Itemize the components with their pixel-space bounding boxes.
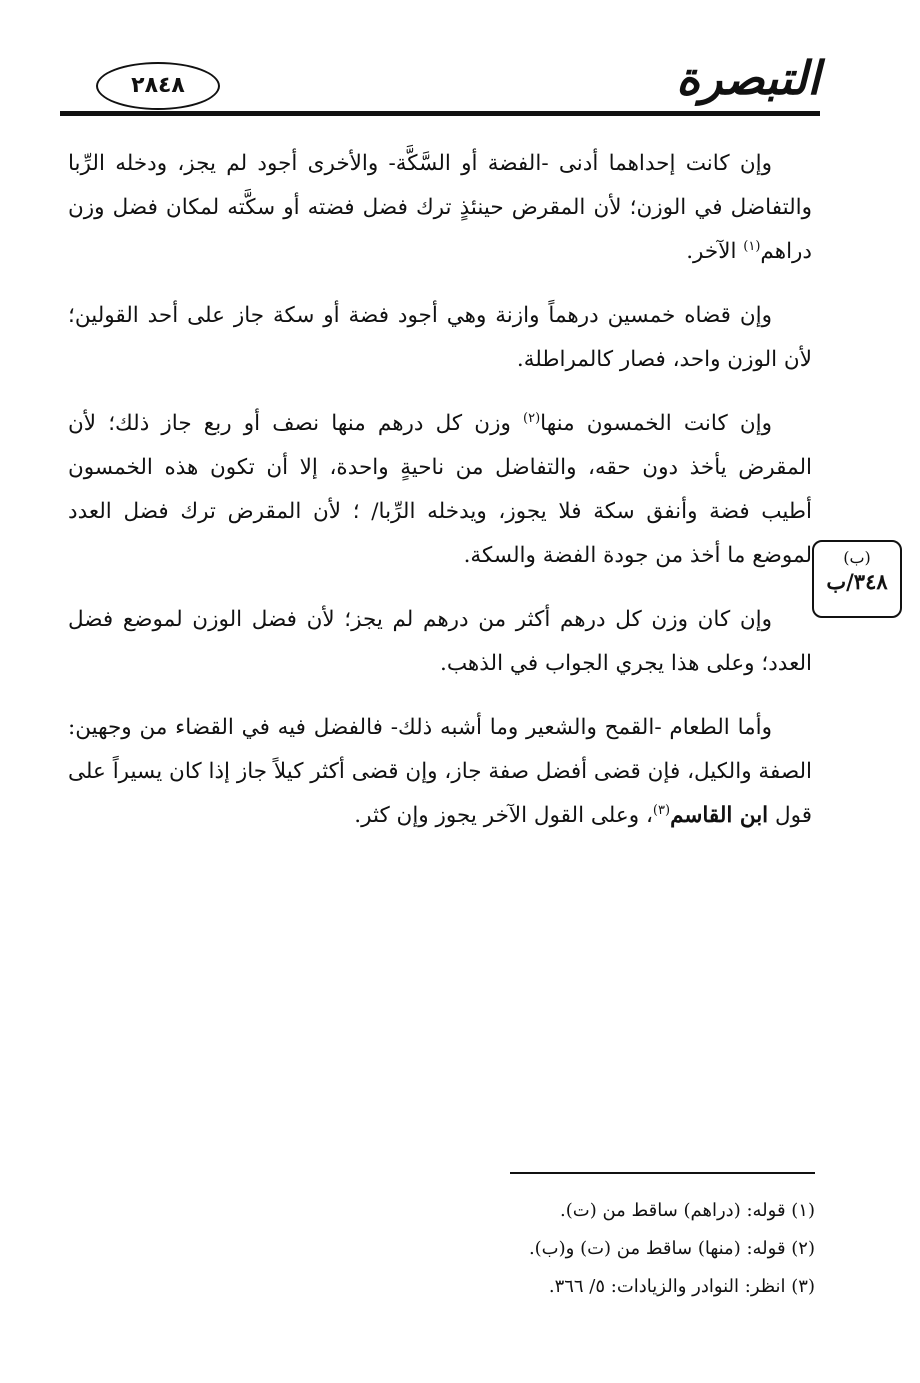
book-title: التبصرة xyxy=(676,51,820,105)
footnote-ref-2: (٢) xyxy=(523,410,541,426)
paragraph-4: وإن كان وزن كل درهم أكثر من درهم لم يجز؛ لأن فضل الوزن لموضع فضل العدد؛ وعلى هذا يجري الجواب في الذهب. xyxy=(68,607,812,676)
paragraph-5-text: وأما الطعام -القمح والشعير وما أشبه ذلك- فالفضل فيه في القضاء من وجهين: الصفة والكيل، فإن قضى أفضل صفة جاز، وإن قضى أكثر كيلاً جاز إذا كان يسيراً على قول xyxy=(68,715,812,828)
margin-note-folio: ٣٤٨/ب xyxy=(826,569,888,594)
footnote-ref-3: (٣) xyxy=(652,802,671,818)
header-rule xyxy=(60,111,820,116)
paragraph-1-text: وإن كانت إحداهما أدنى -الفضة أو السَّكَّة- والأخرى أجود لم يجز، ودخله الرِّبا والتفاضل في الوزن؛ لأن المقرض حينئذٍ ترك فضل فضته أو سكَّته لمكان فضل وزن دراهم xyxy=(68,151,812,264)
page-header xyxy=(60,40,820,116)
footnote-2: (٢) قوله: (منها) ساقط من (ت) و(ب). xyxy=(528,1238,815,1259)
paragraph-3-text: وإن كانت الخمسون منها xyxy=(540,411,772,436)
margin-note-manuscript: (ب) xyxy=(843,548,871,567)
paragraph-2: وإن قضاه خمسين درهماً وازنة وهي أجود فضة أو سكة جاز على أحد القولين؛ لأن الوزن واحد، فصار كالمراطلة. xyxy=(68,303,812,372)
paragraph-1-tail: الآخر. xyxy=(686,239,744,264)
paragraph-3-tail: وزن كل درهم منها نصف أو ربع جاز ذلك؛ لأن المقرض يأخذ دون حقه، والتفاضل من ناحيةٍ واحدة، إلا أن تكون هذه الخمسون أطيب فضة وأنفق سكة فلا يجوز، ويدخله الرِّبا/ ؛ لأن المقرض ترك فضل العدد لموضع ما أخذ من جودة الفضة والسكة. xyxy=(68,411,812,568)
footnotes xyxy=(200,1192,815,1306)
paragraph-5-tail: ، وعلى القول الآخر يجوز وإن كثر. xyxy=(354,803,653,828)
footnote-separator xyxy=(510,1172,815,1174)
footnote-ref-1: (١) xyxy=(743,238,761,254)
page-number: ٢٨٤٨ xyxy=(96,62,220,110)
footnote-3: (٣) انظر: النوادر والزيادات: ٥/ ٣٦٦. xyxy=(548,1276,815,1297)
scholar-name: ابن القاسم xyxy=(670,803,769,828)
paragraph-1 xyxy=(68,142,812,274)
footnote-1: (١) قوله: (دراهم) ساقط من (ت). xyxy=(560,1200,815,1221)
paragraph-3 xyxy=(68,402,812,578)
manuscript-margin-note xyxy=(812,540,902,618)
paragraph-5 xyxy=(68,706,812,838)
main-text xyxy=(68,142,812,858)
